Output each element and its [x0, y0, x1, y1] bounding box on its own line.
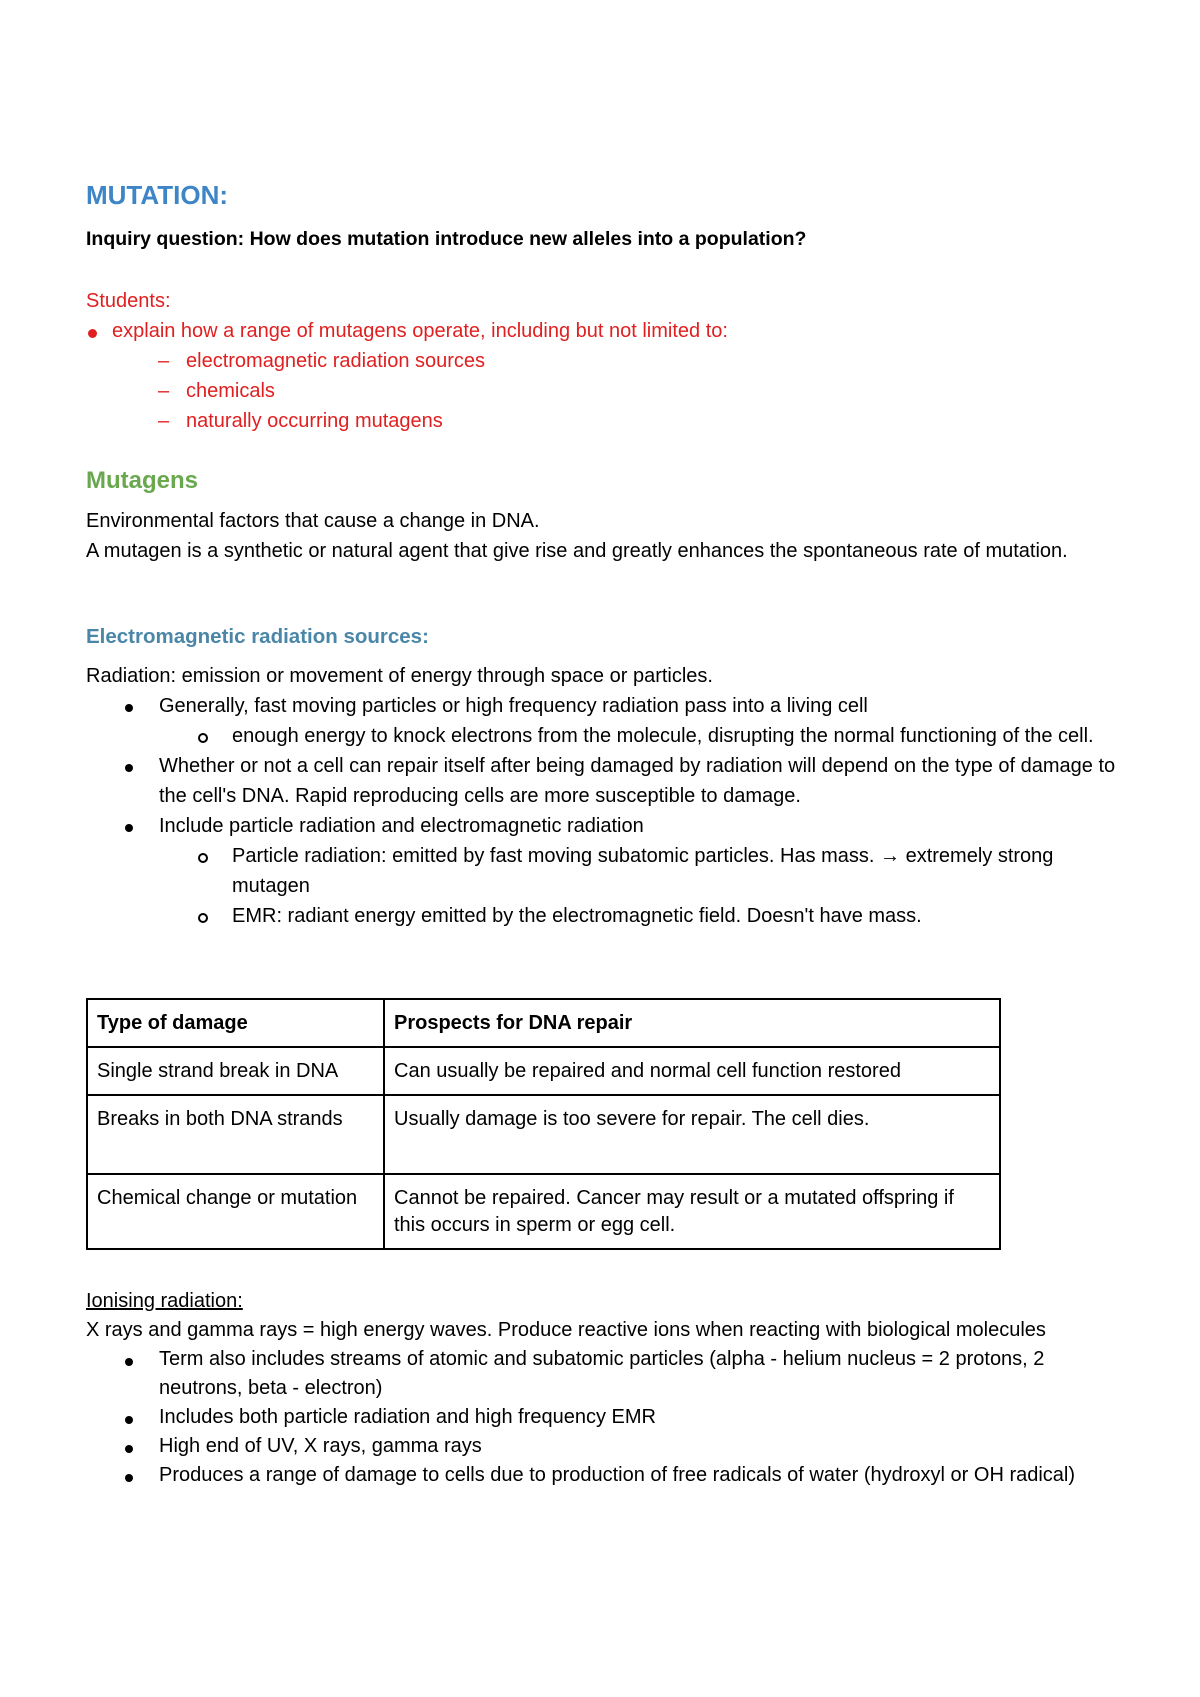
circle-bullet-icon: [198, 913, 208, 923]
mutagens-heading: Mutagens: [86, 467, 199, 494]
list-item: [86, 316, 728, 346]
bullet-text: enough energy to knock electrons from the molecule, disrupting the normal functioning of the cell.: [232, 725, 1094, 747]
students-sub-item: naturally occurring mutagens: [186, 410, 443, 432]
bullet-icon: [125, 704, 133, 712]
list-item: [86, 1403, 1116, 1432]
list-item: [86, 376, 728, 406]
list-item: [86, 1432, 1116, 1461]
bullet-text: Include particle radiation and electromagnetic radiation: [159, 815, 644, 837]
circle-bullet-icon: [198, 733, 208, 743]
list-item: [86, 751, 1116, 811]
bullet-icon: [125, 1358, 133, 1366]
ionising-heading: Ionising radiation:: [86, 1290, 243, 1312]
mutagens-line-2: A mutagen is a synthetic or natural agent that give rise and greatly enhances the spontaneous rate of mutation.: [86, 540, 1068, 562]
bullet-icon: [125, 1445, 133, 1453]
table-header-cell: Type of damage: [87, 999, 384, 1047]
students-item: explain how a range of mutagens operate, including but not limited to:: [112, 320, 728, 342]
bullet-icon: [125, 764, 133, 772]
bullet-text: Produces a range of damage to cells due to production of free radicals of water (hydroxyl or OH radical): [159, 1464, 1076, 1486]
list-item: [86, 901, 1116, 931]
ionising-intro: X rays and gamma rays = high energy waves. Produce reactive ions when reacting with biological molecules: [86, 1319, 1046, 1341]
list-item: [86, 841, 1116, 901]
list-item: [86, 406, 728, 436]
list-item: [86, 1345, 1116, 1403]
bullet-icon: [125, 1416, 133, 1424]
table-header-cell: Prospects for DNA repair: [384, 999, 1000, 1047]
dash-icon: –: [158, 380, 170, 402]
students-sub-item: chemicals: [186, 380, 275, 402]
table-cell: Breaks in both DNA strands: [87, 1095, 384, 1174]
table-row: [87, 1047, 1000, 1095]
table-cell: Can usually be repaired and normal cell function restored: [384, 1047, 1000, 1095]
students-outcomes: [86, 286, 728, 436]
list-item: [86, 691, 1116, 721]
bullet-text: Includes both particle radiation and high frequency EMR: [159, 1406, 656, 1428]
table-cell: Chemical change or mutation: [87, 1174, 384, 1249]
bullet-text: Particle radiation: emitted by fast moving subatomic particles. Has mass. → extremely strong mutagen: [232, 845, 1054, 897]
emr-heading: Electromagnetic radiation sources:: [86, 625, 429, 648]
table-row: [87, 1174, 1000, 1249]
list-item: [86, 346, 728, 376]
bullet-icon: [88, 329, 97, 338]
bullet-icon: [125, 824, 133, 832]
table-row: [87, 1095, 1000, 1174]
list-item: [86, 721, 1116, 751]
list-item: [86, 1461, 1116, 1490]
inquiry-question: Inquiry question: How does mutation introduce new alleles into a population?: [86, 228, 807, 250]
ionising-section: [86, 1287, 1116, 1490]
students-sub-item: electromagnetic radiation sources: [186, 350, 486, 372]
table-cell: Cannot be repaired. Cancer may result or a mutated offspring if this occurs in sperm or egg cell.: [384, 1174, 1000, 1249]
circle-bullet-icon: [198, 853, 208, 863]
bullet-text: High end of UV, X rays, gamma rays: [159, 1435, 482, 1457]
table-header-row: [87, 999, 1000, 1047]
students-label: Students:: [86, 290, 171, 312]
dash-icon: –: [158, 410, 170, 432]
table-cell: Single strand break in DNA: [87, 1047, 384, 1095]
bullet-text: Generally, fast moving particles or high frequency radiation pass into a living cell: [159, 695, 868, 717]
bullet-text: EMR: radiant energy emitted by the electromagnetic field. Doesn't have mass.: [232, 905, 922, 927]
table-cell: Usually damage is too severe for repair. The cell dies.: [384, 1095, 1000, 1174]
list-item: [86, 811, 1116, 841]
page-title: MUTATION:: [86, 180, 228, 210]
emr-intro: Radiation: emission or movement of energy through space or particles.: [86, 665, 713, 687]
bullet-text: Term also includes streams of atomic and subatomic particles (alpha - helium nucleus = 2 protons, 2 neutrons, beta - electron): [159, 1348, 1045, 1399]
bullet-icon: [125, 1474, 133, 1482]
mutagens-line-1: Environmental factors that cause a change in DNA.: [86, 510, 540, 532]
emr-section: [86, 661, 1116, 931]
bullet-text: Whether or not a cell can repair itself after being damaged by radiation will depend on the type of damage to the cell's DNA. Rapid reproducing cells are more susceptible to damage.: [159, 755, 1116, 807]
damage-table: [86, 998, 1001, 1250]
dash-icon: –: [158, 350, 170, 372]
